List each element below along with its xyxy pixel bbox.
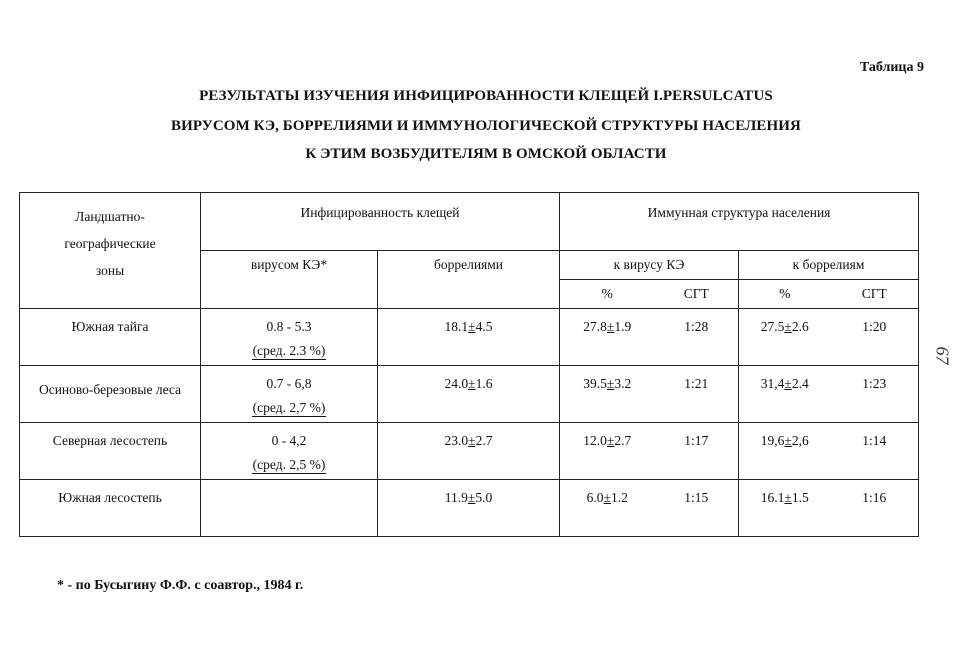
virus-range-wrap [201,366,377,417]
error-value: 1.9 [614,319,632,334]
plus-minus-sign: ± [606,376,615,391]
virus-ke-cell [201,366,378,423]
error-value: 2.7 [614,433,632,448]
header-infection-label: Инфицированность клещей [300,205,460,220]
zone-cell [20,480,201,537]
mean-value: 24.0 [444,376,469,391]
mean-value: 6.0 [586,490,604,505]
header-to-virus [560,251,739,280]
error-value: 2.4 [791,376,809,391]
bor-sgt-value: 1:23 [862,376,887,391]
plus-minus-sign: ± [468,376,476,391]
error-value: 1.2 [610,490,628,505]
mean-value: 23.0 [444,433,469,448]
table-row [20,480,919,537]
plus-minus-sign: ± [784,319,792,334]
virus-mean-wrap [201,457,377,474]
ke-percent-cell [560,480,655,537]
plus-minus-sign: ± [784,490,792,505]
ke-sgt-value: 1:28 [684,319,709,334]
plus-minus-sign: ± [468,319,476,334]
virus-range: 0 - 4,2 [271,433,307,448]
header-to-borrelia-label: к боррелиям [792,257,865,272]
header-zone [20,193,201,309]
bor-sgt-cell [831,423,919,480]
zone-cell [20,309,201,366]
bor-sgt-value: 1:14 [862,433,887,448]
table-label: Таблица 9 [859,60,924,75]
ke-percent-cell [560,309,655,366]
ke-percent-cell [560,423,655,480]
error-value: 1.5 [791,490,809,505]
ke-percent-value [560,309,655,335]
plus-minus-sign: ± [468,433,476,448]
mean-value: 11.9 [444,490,468,505]
header-bor-percent [739,280,831,309]
bor-percent-cell [739,309,831,366]
bor-sgt-value: 1:20 [862,319,887,334]
header-borrelia [378,251,560,309]
mean-value: 18.1 [444,319,469,334]
zone-cell [20,366,201,423]
bor-percent-value [739,480,831,506]
header-immune-label: Иммунная структура населения [647,205,831,220]
error-value: 2,6 [791,433,809,448]
plus-minus-sign: ± [467,490,476,505]
zone-label: Южная тайга [71,319,149,334]
ke-sgt-cell [655,480,739,537]
ke-percent-value [560,480,655,506]
mean-value: 19,6 [760,433,785,448]
virus-range-wrap [201,423,377,474]
mean-value: 31,4 [760,376,785,391]
table-row [20,366,919,423]
virus-range: 0.8 - 5.3 [266,319,312,334]
borrelia-value [378,309,559,335]
virus-range-wrap [201,309,377,360]
table-title-line-3: К ЭТИМ ВОЗБУДИТЕЛЯМ В ОМСКОЙ ОБЛАСТИ [305,146,667,162]
virus-mean-wrap [201,343,377,360]
ke-sgt-cell [655,366,739,423]
plus-minus-sign: ± [606,433,615,448]
table-title-line-1: РЕЗУЛЬТАТЫ ИЗУЧЕНИЯ ИНФИЦИРОВАННОСТИ КЛЕЩЕЙ I.PERSULCATUS [199,88,773,104]
header-infection [201,193,560,251]
error-value: 2.7 [475,433,493,448]
mean-value: 12.0 [583,433,607,448]
header-zone-label: Ландшатно-географические зоны [64,209,156,278]
virus-ke-cell [201,480,378,537]
ke-sgt-cell [655,309,739,366]
bor-percent-value [739,309,831,335]
table-row [20,423,919,480]
header-ke-sgt [655,280,739,309]
virus-ke-cell [201,309,378,366]
borrelia-value [378,423,559,449]
header-to-borrelia [739,251,919,280]
ke-sgt-value: 1:21 [684,376,709,391]
virus-mean-wrap [201,400,377,417]
virus-ke-cell [201,423,378,480]
header-to-virus-label: к вирусу КЭ [613,257,685,272]
results-table [19,192,919,537]
borrelia-cell [378,480,560,537]
ke-sgt-value: 1:15 [684,490,709,505]
header-virus-ke-label: вирусом КЭ* [250,257,328,272]
error-value: 4.5 [475,319,493,334]
error-value: 3.2 [614,376,632,391]
bor-percent-cell [739,423,831,480]
zone-cell [20,423,201,480]
mean-value: 39.5 [583,376,607,391]
plus-minus-sign: ± [784,433,792,448]
header-ke-percent [560,280,655,309]
ke-percent-value [560,366,655,392]
borrelia-cell [378,309,560,366]
zone-label: Осиново-березовые леса [38,382,182,397]
bor-percent-value [739,366,831,392]
virus-range: 0.7 - 6,8 [266,376,312,391]
bor-sgt-cell [831,309,919,366]
virus-mean: (сред. 2.3 %) [252,343,326,358]
mean-value: 27.5 [760,319,785,334]
ke-sgt-cell [655,423,739,480]
zone-label: Северная лесостепь [52,433,168,448]
footnote: * - по Бусыгину Ф.Ф. с соавтор., 1984 г. [57,578,304,593]
bor-percent-value [739,423,831,449]
header-ke-sgt-label: СГТ [683,286,709,301]
error-value: 2.6 [791,319,809,334]
plus-minus-sign: ± [784,376,792,391]
borrelia-value [378,480,559,506]
table-row [20,309,919,366]
table-title-line-2: ВИРУСОМ КЭ, БОРРЕЛИЯМИ И ИММУНОЛОГИЧЕСКОЙ СТРУКТУРЫ НАСЕЛЕНИЯ [171,118,801,134]
error-value: 1.6 [475,376,493,391]
bor-sgt-cell [831,366,919,423]
virus-range [201,480,377,490]
mean-value: 16.1 [760,490,785,505]
header-ke-percent-label: % [601,286,613,301]
bor-sgt-cell [831,480,919,537]
bor-percent-cell [739,480,831,537]
ke-sgt-value: 1:17 [684,433,709,448]
header-bor-sgt-label: СГТ [861,286,887,301]
error-value: 5.0 [475,490,493,505]
borrelia-value [378,366,559,392]
ke-percent-cell [560,366,655,423]
borrelia-cell [378,423,560,480]
header-virus-ke [201,251,378,309]
header-borrelia-label: боррелиями [433,257,504,272]
header-immune [560,193,919,251]
header-bor-sgt [831,280,919,309]
virus-mean: (сред. 2,5 %) [252,457,326,472]
bor-percent-cell [739,366,831,423]
borrelia-cell [378,366,560,423]
mean-value: 27.8 [583,319,607,334]
virus-mean: (сред. 2,7 %) [252,400,326,415]
zone-label: Южная лесостепь [58,490,162,505]
header-bor-percent-label: % [779,286,791,301]
ke-percent-value [560,423,655,449]
plus-minus-sign: ± [606,319,615,334]
plus-minus-sign: ± [603,490,611,505]
margin-page-number: 67 [932,346,953,365]
bor-sgt-value: 1:16 [862,490,887,505]
